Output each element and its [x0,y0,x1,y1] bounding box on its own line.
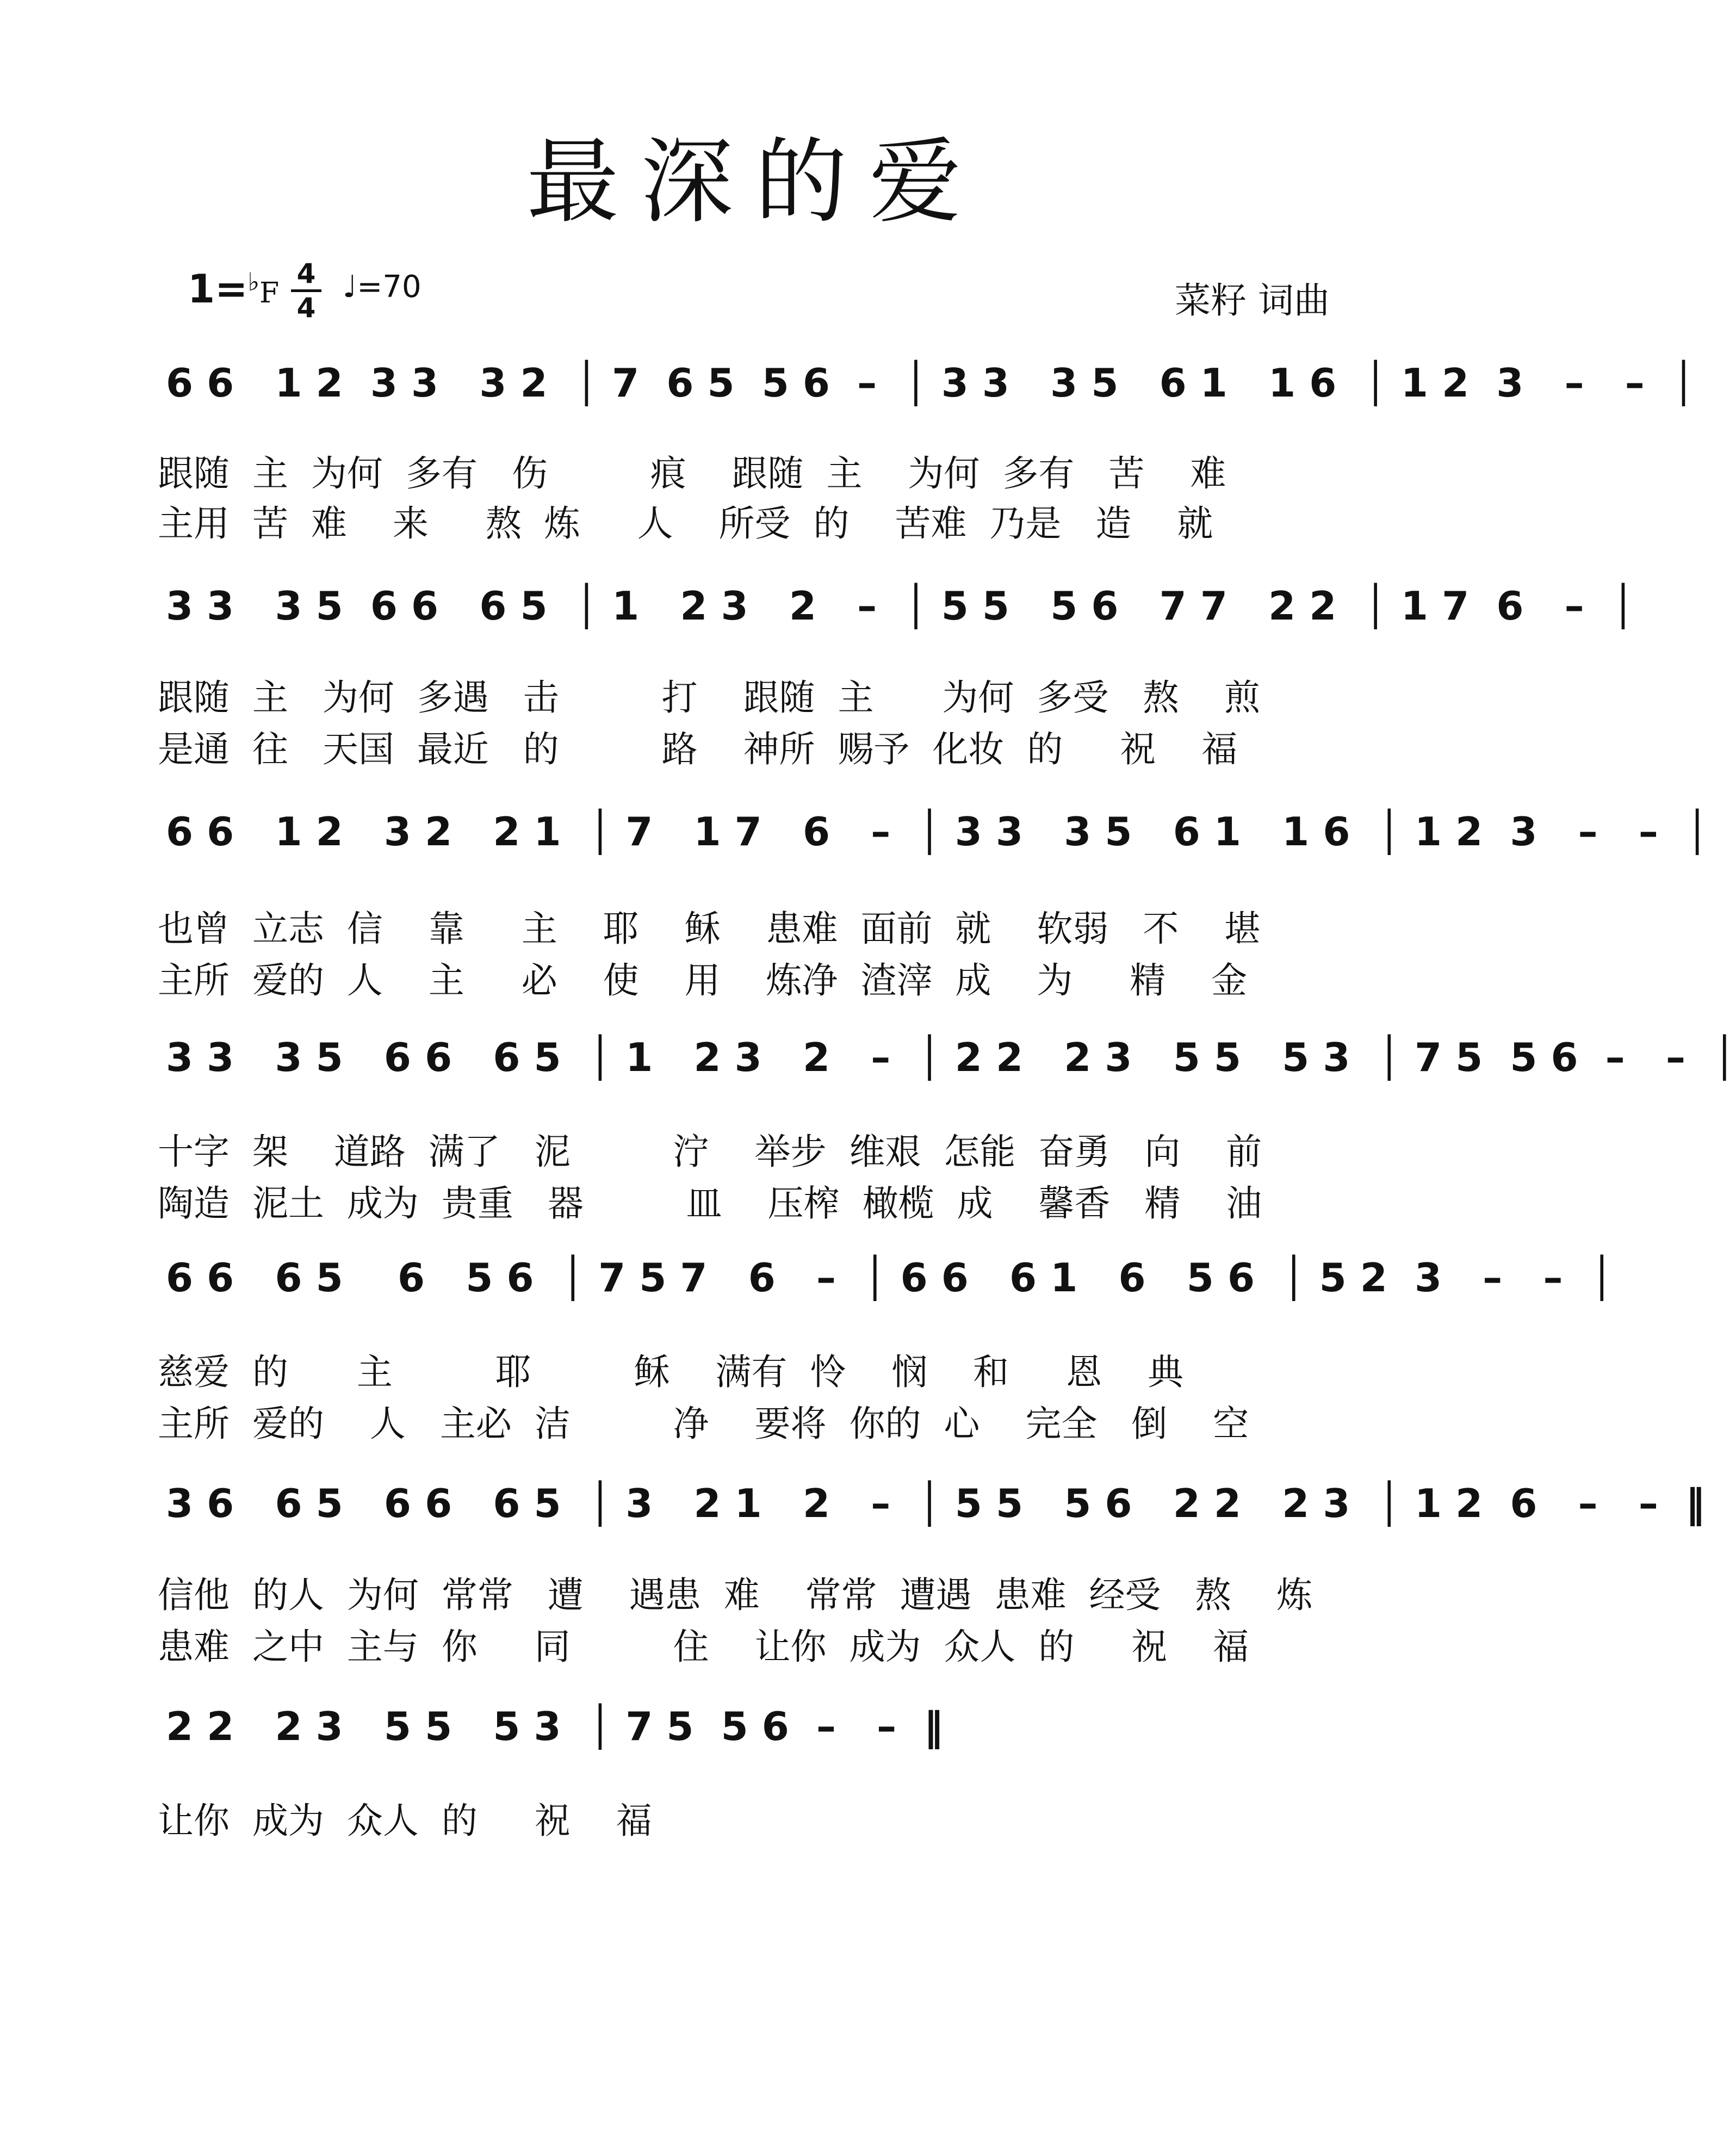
system-4 [0,1023,1736,1224]
notation-line [0,1243,1614,1308]
lyric-verse-2: 陶造 泥土 成为 贵重 器 皿 压榨 橄榄 成 馨香 精 油 [158,1182,1262,1224]
lyric-verse-1: 跟随 主 为何 多有 伤 痕 跟随 主 为何 多有 苦 难 [158,453,1226,494]
system-3 [0,797,1709,1001]
system-2 [0,571,1635,770]
meter-top: 4 [296,258,316,289]
notation-line [0,1023,1736,1088]
lyric-verse-1: 也曾 立志 信 靠 主 耶 稣 患难 面前 就 软弱 不 堪 [158,908,1261,950]
notes-text: 2 2 2 3 5 5 5 3 │ 7 5 5 6 – – ‖ [166,1704,944,1749]
lyric-verse-2: 主所 爱的 人 主 必 使 用 炼净 渣滓 成 为 精 金 [158,959,1248,1001]
system-1 [0,348,1696,544]
lyric-verse-2: 主用 苦 难 来 熬 炼 人 所受 的 苦难 乃是 造 就 [158,503,1213,544]
meter-bottom: 4 [296,292,316,324]
key-prefix: 1= [188,266,248,312]
notation-line [0,1692,1510,1757]
notes-text: 6 6 6 5 6 5 6 │ 7 5 7 6 – │ 6 6 6 1 6 5 6 │ 5 2 3 – – │ [166,1255,1614,1301]
notation-line [0,1469,1706,1534]
system-6 [0,1469,1706,1668]
notes-text: 6 6 1 2 3 2 2 1 │ 7 1 7 6 – │ 3 3 3 5 6 1 1 6 │ 1 2 3 – – │ [166,809,1709,855]
notation-line [0,797,1709,862]
lyric-verse-2: 是通 往 天国 最近 的 路 神所 赐予 化妆 的 祝 福 [158,728,1238,770]
system-7 [0,1692,1510,1844]
key-note: F [259,277,280,309]
key-signature [188,266,280,312]
tempo-marking: ♩=70 [343,269,421,305]
composer-credit: 菜籽 词曲 [1175,280,1330,321]
time-signature [291,258,321,324]
notation-line [0,571,1635,636]
notes-text: 3 6 6 5 6 6 6 5 │ 3 2 1 2 – │ 5 5 5 6 2 2 2 3 │ 1 2 6 – – ‖ [166,1481,1706,1526]
lyric-verse-2: 主所 爱的 人 主必 洁 净 要将 你的 心 完全 倒 空 [158,1403,1249,1445]
lyric-verse-1: 慈爱 的 主 耶 稣 满有 怜 悯 和 恩 典 [158,1351,1183,1393]
notation-line [0,348,1696,413]
lyric-verse-1: 让你 成为 众人 的 祝 福 [158,1800,652,1842]
system-5 [0,1243,1614,1445]
notes-text: 3 3 3 5 6 6 6 5 │ 1 2 3 2 – │ 2 2 2 3 5 5 5 3 │ 7 5 5 6 – – │ [166,1035,1736,1080]
flat-sign: ♭ [247,267,260,296]
lyric-verse-1: 十字 架 道路 满了 泥 泞 举步 维艰 怎能 奋勇 向 前 [158,1131,1262,1173]
lyric-verse-2: 患难 之中 主与 你 同 住 让你 成为 众人 的 祝 福 [158,1626,1249,1668]
lyric-verse-1: 信他 的人 为何 常常 遭 遇患 难 常常 遭遇 患难 经受 熬 炼 [158,1574,1313,1616]
notes-text: 6 6 1 2 3 3 3 2 │ 7 6 5 5 6 – │ 3 3 3 5 6 1 1 6 │ 1 2 3 – – │ [166,360,1696,406]
lyric-verse-1: 跟随 主 为何 多遇 击 打 跟随 主 为何 多受 熬 煎 [158,677,1261,719]
song-title: 最深的爱 [526,128,983,236]
notes-text: 3 3 3 5 6 6 6 5 │ 1 2 3 2 – │ 5 5 5 6 7 7 2 2 │ 1 7 6 – │ [166,583,1635,629]
